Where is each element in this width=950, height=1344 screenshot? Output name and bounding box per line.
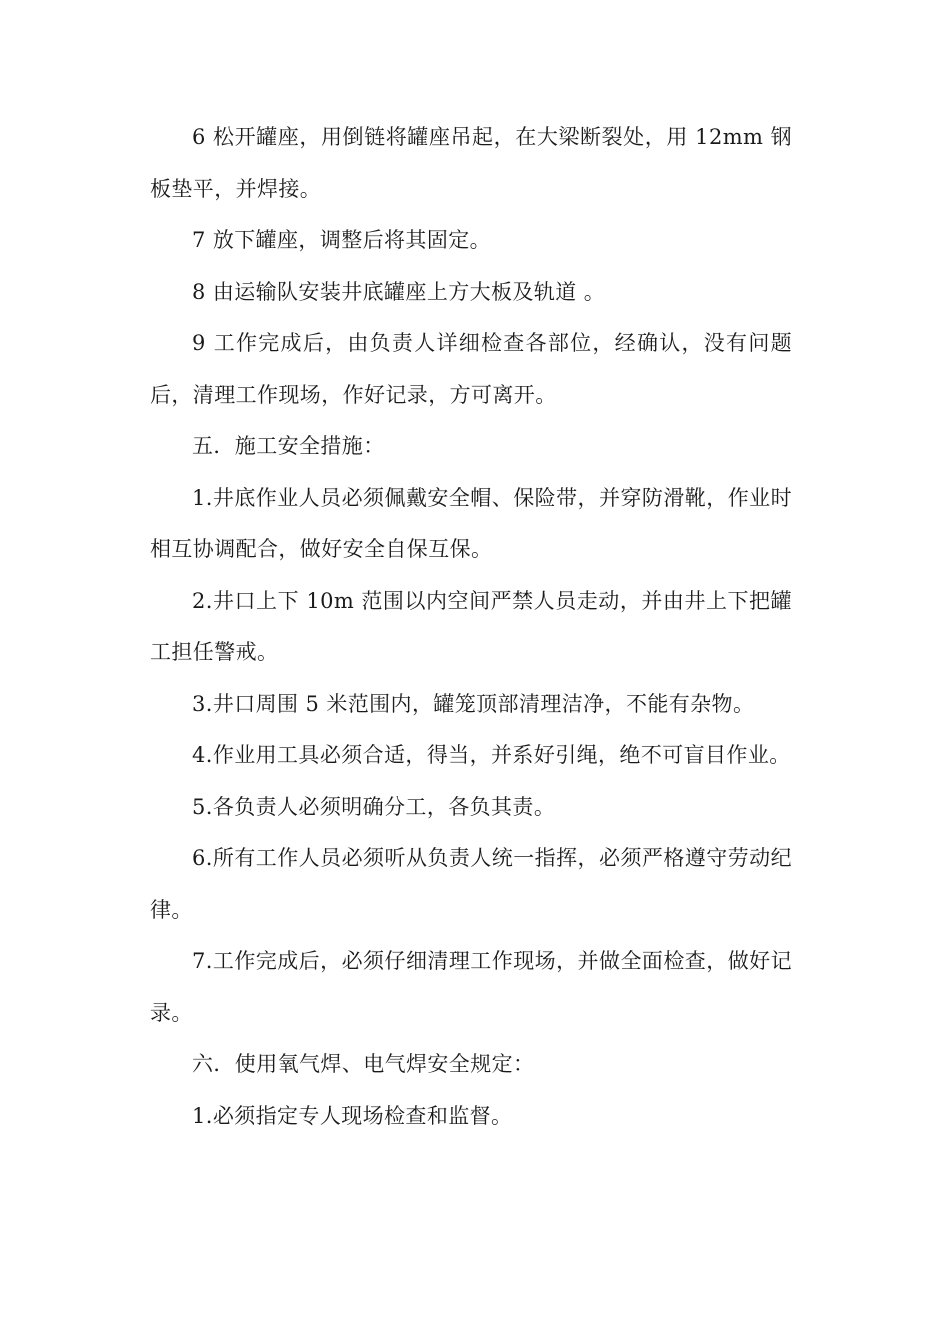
paragraph-step-7: 7 放下罐座，调整后将其固定。 [192, 228, 492, 252]
section-heading-safety-measures: 五．施工安全措施： [192, 434, 385, 458]
paragraph-step-6: 6 松开罐座，用倒链将罐座吊起，在大梁断裂处，用 12mm 钢板垫平，并焊接。 [150, 125, 792, 201]
safety-item-6: 6.所有工作人员必须听从负责人统一指挥，必须严格遵守劳动纪律。 [150, 846, 792, 922]
safety-item-1: 1.井底作业人员必须佩戴安全帽、保险带，并穿防滑靴，作业时相互协调配合，做好安全自保互保。 [150, 485, 792, 561]
paragraph-step-9: 9 工作完成后，由负责人详细检查各部位，经确认，没有问题后，清理工作现场，作好记录，方可离开。 [150, 331, 792, 407]
welding-rule-1: 1.必须指定专人现场检查和监督。 [192, 1103, 513, 1128]
safety-item-7: 7.工作完成后，必须仔细清理工作现场，并做全面检查，做好记录。 [150, 949, 792, 1025]
safety-item-3: 3.井口周围 5 米范围内，罐笼顶部清理洁净，不能有杂物。 [192, 691, 755, 716]
document-body [150, 112, 792, 1142]
section-heading-welding-rules: 六．使用氧气焊、电气焊安全规定： [192, 1052, 535, 1076]
safety-item-5: 5.各负责人必须明确分工，各负其责。 [192, 794, 556, 819]
safety-item-4: 4.作业用工具必须合适，得当，并系好引绳，绝不可盲目作业。 [192, 743, 791, 767]
safety-item-2: 2.井口上下 10m 范围以内空间严禁人员走动，并由井上下把罐工担任警戒。 [150, 588, 792, 664]
paragraph-step-8: 8 由运输队安装井底罐座上方大板及轨道 。 [192, 279, 606, 304]
